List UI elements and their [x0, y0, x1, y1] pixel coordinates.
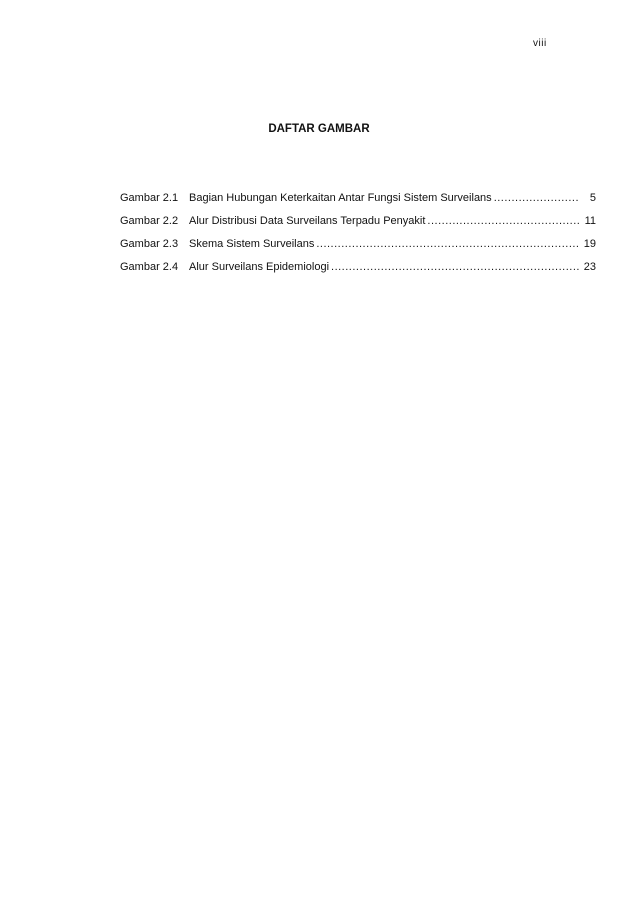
dot-leader [331, 261, 580, 273]
dot-leader [494, 192, 580, 204]
list-item [120, 261, 596, 284]
figure-page-number: 23 [583, 261, 596, 273]
list-item [120, 192, 596, 215]
page-title: DAFTAR GAMBAR [268, 123, 370, 135]
figure-label: Gambar 2.4 [120, 261, 179, 273]
figure-label: Gambar 2.2 [120, 215, 179, 227]
dot-leader [427, 215, 580, 227]
figure-page-number: 19 [583, 238, 596, 250]
figure-page-number: 5 [589, 192, 596, 204]
figure-title: Bagian Hubungan Keterkaitan Antar Fungsi Sistem Surveilans [189, 192, 492, 204]
dot-leader [316, 238, 580, 250]
page-number: viii [533, 38, 547, 49]
list-item [120, 215, 596, 238]
figure-title: Alur Surveilans Epidemiologi [189, 261, 330, 273]
list-of-figures [120, 192, 596, 284]
figure-title: Alur Distribusi Data Surveilans Terpadu Penyakit [189, 215, 426, 227]
figure-title: Skema Sistem Surveilans [189, 238, 315, 250]
figure-label: Gambar 2.1 [120, 192, 179, 204]
figure-page-number: 11 [584, 215, 596, 227]
figure-label: Gambar 2.3 [120, 238, 179, 250]
list-item [120, 238, 596, 261]
